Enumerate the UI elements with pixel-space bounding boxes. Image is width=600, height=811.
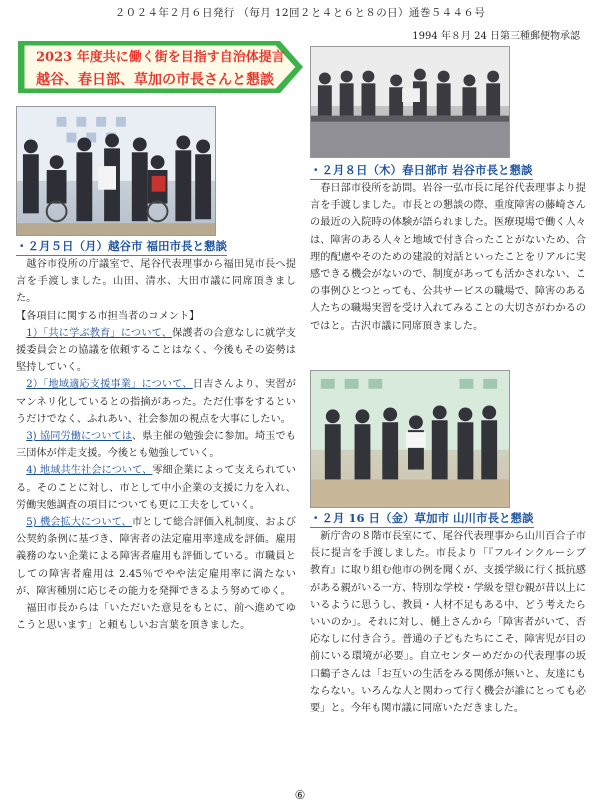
comment-item-1-text: 保護者の合意なしに就学支援委員会との協議を依頼することはなく、今後もその姿勢は堅持していく。 [16,327,296,374]
issue-header: ２０２４年２月６日発行 （毎月 12回２と４と６と８の日）通巻５４４６号 [114,7,486,19]
koshigaya-meeting-photo [16,106,216,236]
soka-body: 新庁舎の８階市長室にて、尾谷代表理事から山川百合子市長に提言を手渡しました。市長より「『フルインクルーシブ教育』に取り組む他市の例を聞くが、支援学級に行く抵抗感がある親がいる一方、特別な学校・学級を望む親が昔以上にいるように思うし、教員・人材不足もある中、どう考えたらいいのか」。それに対し、樋上さんから「障害者がいて、否応なしに付き合う。普通の子どもたちにこそ、障害児が目の前にいる環境が必要」。自立センターめだかの代表理事の坂口鶴子さんは「お互いの生活をみる関係が無いと、友達にもならない。いろんな人と関わって行く機会が誰にとっても必要」と。今年も関市議に同席いただきました。 [310,531,586,715]
page-number: ⑥ [294,788,306,802]
banner-title-line1: 2023 年度共に働く街を目指す自治体提言 [36,50,285,65]
comment-item-4 [16,462,296,514]
comment-item-4-label: 4) 地域共生社会について、 [26,465,153,477]
koshigaya-closing: 福田市長からは「いただいた意見をもとに、前へ進めてゆこうと思います」と頼もしいお言葉を頂きました。 [16,603,296,632]
comment-item-5 [16,514,296,600]
comment-item-5-text: 市として総合評価入札制度、および公契約条例に基づき、障害者の法定雇用率達成を評価。雇用義務のない企業による障害者雇用も評価している。市職員としての障害者雇用は 2.45％でやや法定雇用率に満たないが、障害種別に応じその能力を発揮できるよう努めてゆく。 [16,517,297,597]
postal-approval: 1994 年８月 24 日第三種郵便物承認 [412,31,580,42]
comment-item-3-text: 、県主催の勉強会に参加。埼玉でも三団体が伴走支援。今後とも勉強していく。 [16,431,296,460]
soka-meeting-photo [310,370,510,508]
banner-title-line2: 越谷、春日部、草加の市長さんと懇談 [36,72,274,88]
comment-item-2 [16,376,296,428]
soka-heading: ・２月 16 日（金）草加市 山川市長と懇談 [310,510,534,528]
comment-item-3-label: 3) 協同労働については [26,431,133,443]
comment-item-4-text: 零細企業によって支えられている。そのことに対し、市として中小企業の支援に力を入れ、労働実態調査の項目についても更に工夫をしていく。 [16,465,296,511]
kasukabe-article [310,180,586,335]
comment-item-3 [16,428,296,462]
kasukabe-heading: ・２月８日（木）春日部市 岩谷市長と懇談 [310,162,533,180]
soka-article [310,528,586,717]
koshigaya-heading: ・２月５日（月）越谷市 福田市長と懇談 [16,238,227,256]
koshigaya-article [16,256,296,634]
kasukabe-meeting-photo [310,46,510,158]
koshigaya-intro: 越谷市役所の庁議室で、尾谷代表理事から福田晃市長へ提言を手渡しました。山田、清水、大田市議に同席頂きました。 [16,259,296,305]
title-banner [18,40,304,94]
comment-item-2-text: 日吉さんより、実習がマンネリ化しているとの指摘があった。ただ仕事をするというだけでなく、ふれあい、社会参加の視点を大事にしたい。 [16,379,296,425]
comment-item-2-label: 2）「地域適応支援事業」について、 [26,379,193,391]
kasukabe-body: 春日部市役所を訪問。岩谷一弘市長に尾谷代表理事より提言を手渡しました。市長との懇談の際、重度障害の藤崎さんの最近の入院時の体験が語られました。医療現場で働く人々は、障害のある人々と地域で付き合ったことがないため、合理的配慮やそのための建設的対話といったことをリアルに実感できる機会がないので、制度があっても活かされない、この事例ひとつとっても、公共サービスの職場で、障害のある人たちの職場実習を受け入れてみることの大切さがわかるのではと。古沢市議に同席頂きました。 [310,183,586,332]
comment-item-1 [16,325,296,377]
comment-item-1-label: 1）「共に学ぶ教育」について、 [26,327,173,339]
comment-item-5-label: 5) 機会拡大について、 [26,517,132,529]
comments-title: 【各項目に関する市担当者のコメント】 [16,310,200,322]
